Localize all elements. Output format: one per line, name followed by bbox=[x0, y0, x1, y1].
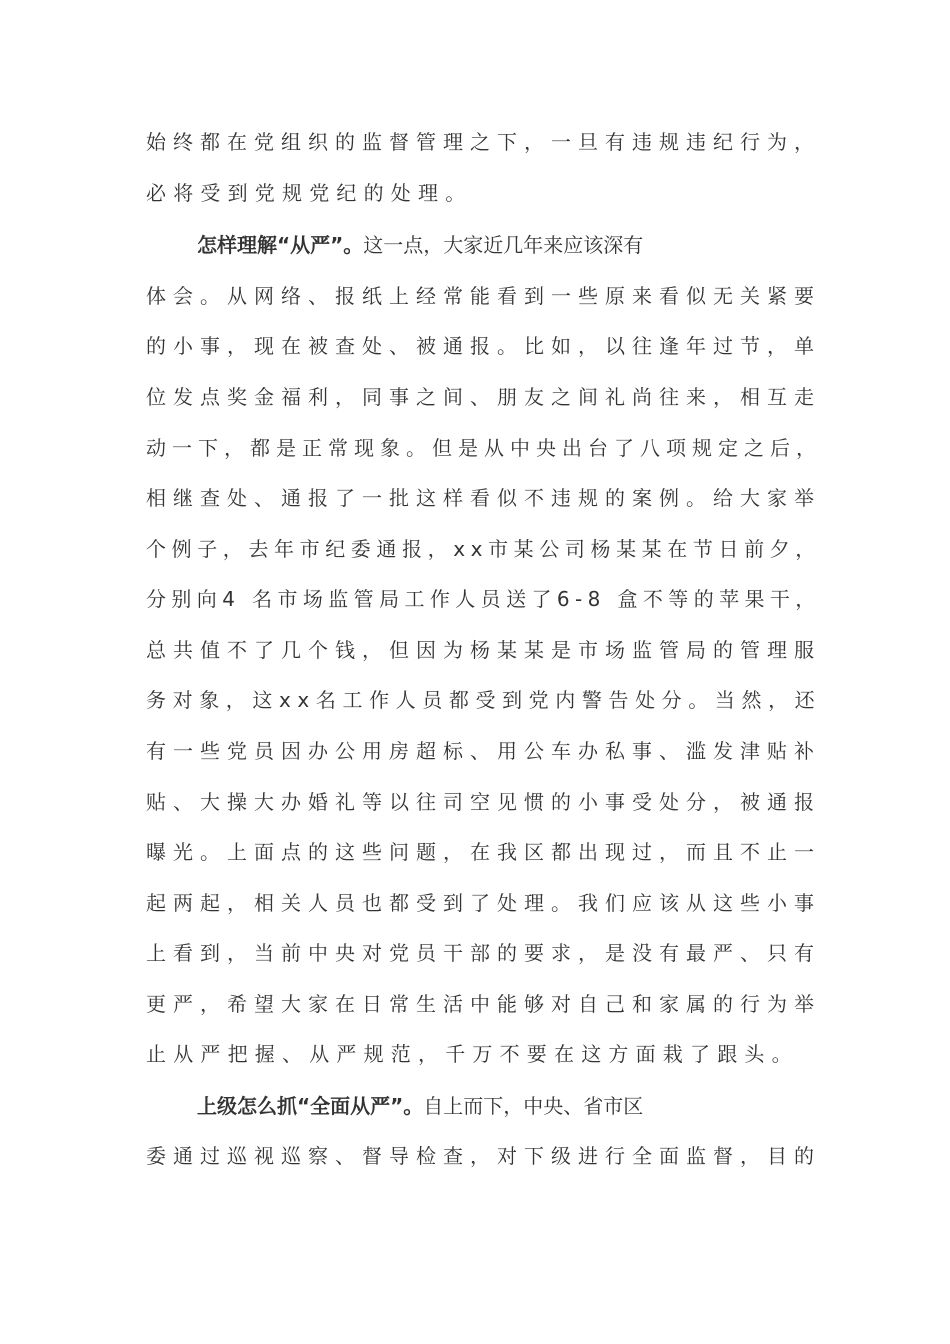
body-line bbox=[146, 790, 822, 814]
text-run: 曝光。上面点的这些问题，在我区都出现过，而且不止一 bbox=[146, 840, 821, 864]
body-line bbox=[146, 688, 822, 712]
text-run: 这一点，大家近几年来应该深有 bbox=[363, 233, 644, 257]
paragraph-first-line bbox=[197, 233, 873, 257]
body-line bbox=[146, 130, 822, 154]
text-run: 上看到，当前中央对党员干部的要求，是没有最严、只有 bbox=[146, 941, 821, 965]
text-run: 贴、大操大办婚礼等以往司空见惯的小事受处分，被通报 bbox=[146, 790, 821, 814]
body-line bbox=[146, 537, 822, 561]
text-run: 的小事，现在被查处、被通报。比如，以往逢年过节，单 bbox=[146, 334, 821, 358]
paragraph-heading: 怎样理解“从严”。 bbox=[197, 233, 364, 257]
body-line bbox=[146, 486, 822, 510]
body-line bbox=[146, 1144, 822, 1168]
text-run: 起两起，相关人员也都受到了处理。我们应该从这些小事 bbox=[146, 891, 821, 915]
text-run: 更严，希望大家在日常生活中能够对自己和家属的行为举 bbox=[146, 992, 821, 1016]
body-line bbox=[146, 587, 822, 611]
body-line bbox=[146, 436, 822, 460]
text-run: 始终都在党组织的监督管理之下，一旦有违规违纪行为， bbox=[146, 130, 821, 154]
body-line bbox=[146, 284, 822, 308]
body-line bbox=[146, 181, 822, 205]
body-line bbox=[146, 941, 822, 965]
text-run: 总共值不了几个钱，但因为杨某某是市场监管局的管理服 bbox=[146, 638, 821, 662]
body-line bbox=[146, 1042, 822, 1066]
body-line bbox=[146, 334, 822, 358]
text-run: 动一下，都是正常现象。但是从中央出台了八项规定之后， bbox=[146, 436, 822, 460]
body-line bbox=[146, 891, 822, 915]
body-line bbox=[146, 385, 822, 409]
paragraph-heading: 上级怎么抓“全面从严”。 bbox=[197, 1094, 424, 1118]
text-run: 自上而下，中央、省市区 bbox=[423, 1094, 644, 1118]
body-line bbox=[146, 638, 822, 662]
body-line bbox=[146, 739, 822, 763]
text-run: 止从严把握、从严规范，千万不要在这方面栽了跟头。 bbox=[146, 1042, 799, 1066]
text-run: 必将受到党规党纪的处理。 bbox=[146, 181, 473, 205]
text-run: 个例子，去年市纪委通报，xx市某公司杨某某在节日前夕， bbox=[146, 537, 821, 561]
body-line bbox=[146, 840, 822, 864]
text-run: 相继查处、通报了一批这样看似不违规的案例。给大家举 bbox=[146, 486, 821, 510]
text-run: 位发点奖金福利，同事之间、朋友之间礼尚往来，相互走 bbox=[146, 385, 821, 409]
text-run: 委通过巡视巡察、督导检查，对下级进行全面监督，目的 bbox=[146, 1144, 821, 1168]
paragraph-first-line bbox=[197, 1094, 873, 1118]
text-run: 务对象，这xx名工作人员都受到党内警告处分。当然，还 bbox=[146, 688, 822, 712]
text-run: 体会。从网络、报纸上经常能看到一些原来看似无关紧要 bbox=[146, 284, 821, 308]
text-run: 分别向4 名市场监管局工作人员送了6-8 盒不等的苹果干， bbox=[146, 587, 821, 611]
body-line bbox=[146, 992, 822, 1016]
text-run: 有一些党员因办公用房超标、用公车办私事、滥发津贴补 bbox=[146, 739, 821, 763]
